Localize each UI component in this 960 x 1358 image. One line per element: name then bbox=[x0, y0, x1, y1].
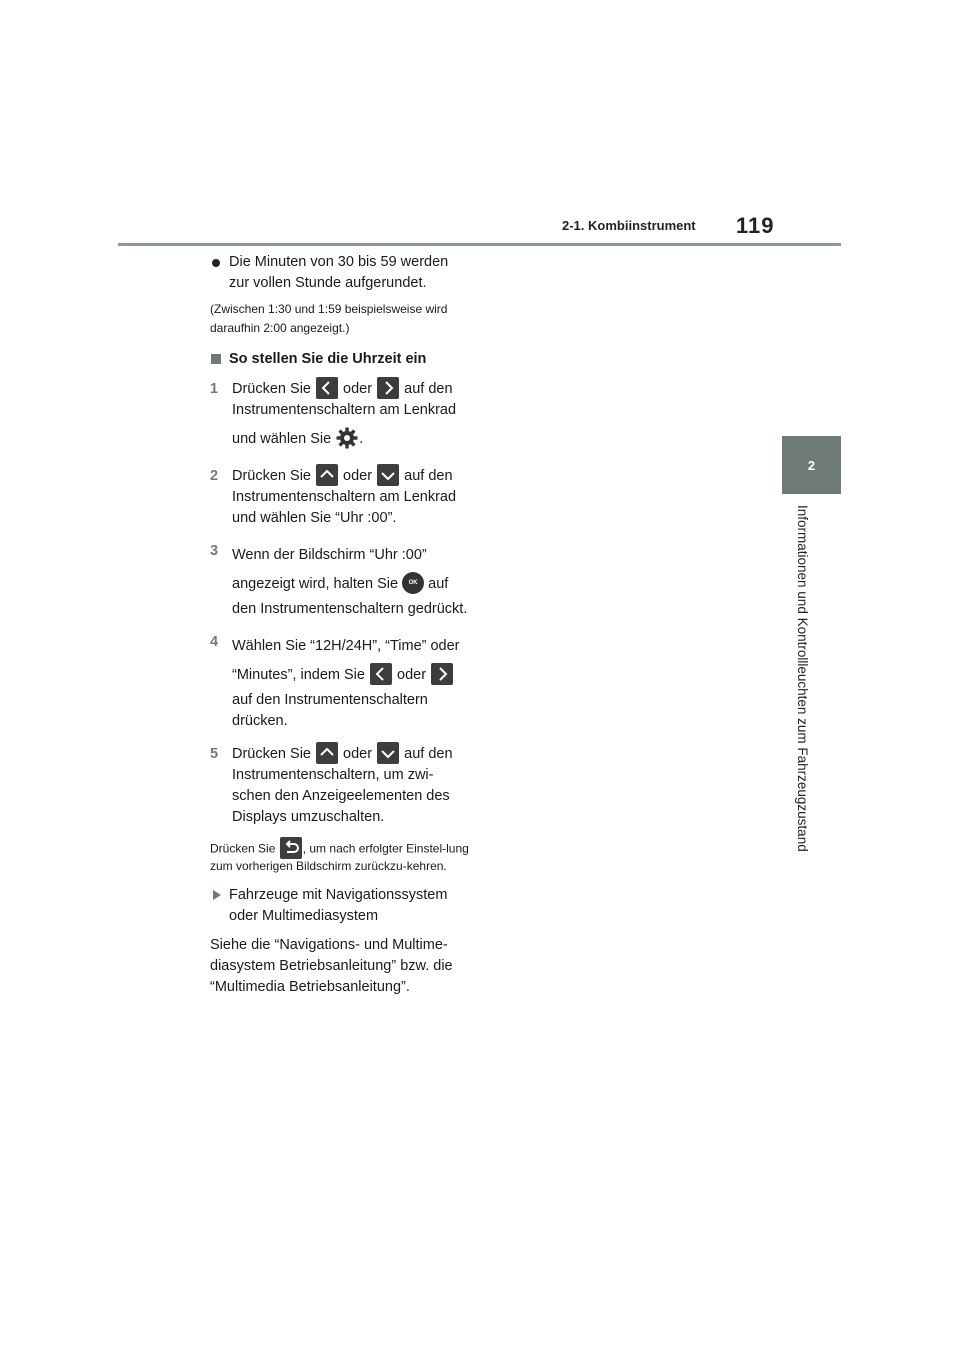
chevron-right-icon bbox=[431, 663, 453, 685]
nav-reference: Siehe die “Navigations- und Multime-diasystem Betriebsanleitung” bzw. die “Multimedia Betriebsanleitung”. bbox=[210, 937, 453, 995]
ok-button-icon: OK bbox=[402, 572, 424, 594]
step-5: 5 Drücken Sie oder auf den Instrumentenschaltern, um zwi-schen den Anzeigeelementen des Displays umzuschalten. bbox=[210, 744, 472, 828]
section-heading: So stellen Sie die Uhrzeit ein bbox=[210, 349, 472, 370]
step-number: 4 bbox=[210, 634, 219, 650]
triangle-right-icon bbox=[213, 890, 221, 900]
step-number: 2 bbox=[210, 468, 219, 484]
chapter-tab[interactable] bbox=[782, 436, 841, 494]
step-1: 1 Drücken Sie oder auf den Instrumentenschaltern am Lenkrad und wählen Sie . bbox=[210, 379, 472, 454]
step-3: 3 Wenn der Bildschirm “Uhr :00” angezeigt wird, halten Sie OK auf den Instrumentenschaltern gedrückt. bbox=[210, 543, 468, 617]
header-divider bbox=[118, 243, 841, 246]
step-number: 1 bbox=[210, 381, 219, 397]
bullet-dot-icon bbox=[212, 259, 220, 267]
chevron-down-icon bbox=[377, 464, 399, 486]
heading-square-icon bbox=[211, 354, 221, 364]
step-number: 3 bbox=[210, 543, 219, 559]
main-content bbox=[210, 252, 472, 998]
step-4: 4 Wählen Sie “12H/24H”, “Time” oder “Minutes”, indem Sie oder auf den Instrumentenschaltern drücken. bbox=[210, 634, 460, 729]
gear-icon bbox=[335, 426, 359, 450]
chevron-up-icon bbox=[316, 464, 338, 486]
chevron-down-icon bbox=[377, 742, 399, 764]
chevron-right-icon bbox=[377, 377, 399, 399]
chevron-left-icon bbox=[316, 377, 338, 399]
chapter-number: 2 bbox=[807, 457, 816, 473]
back-arrow-icon bbox=[280, 837, 302, 859]
section-title: 2-1. Kombiinstrument bbox=[562, 218, 696, 233]
page-number: 119 bbox=[736, 213, 775, 238]
step-2: 2 Drücken Sie oder auf den Instrumentenschaltern am Lenkrad und wählen Sie “Uhr :00”. bbox=[210, 466, 472, 529]
step-number: 5 bbox=[210, 746, 219, 762]
chevron-up-icon bbox=[316, 742, 338, 764]
chapter-title: Informationen und Kontrollleuchten zum Fahrzeugzustand bbox=[795, 505, 810, 852]
back-note: Drücken Sie , um nach erfolgter Einstel-lung zum vorherigen Bildschirm zurückzu-kehren. bbox=[210, 840, 472, 873]
rounding-note: (Zwischen 1:30 und 1:59 beispielsweise wird daraufhin 2:00 angezeigt.) bbox=[210, 302, 448, 335]
nav-system-item: Fahrzeuge mit Navigationssystem oder Multimediasystem bbox=[210, 885, 472, 927]
chevron-left-icon bbox=[370, 663, 392, 685]
bullet-item: Die Minuten von 30 bis 59 werden zur vollen Stunde aufgerundet. bbox=[210, 252, 472, 294]
